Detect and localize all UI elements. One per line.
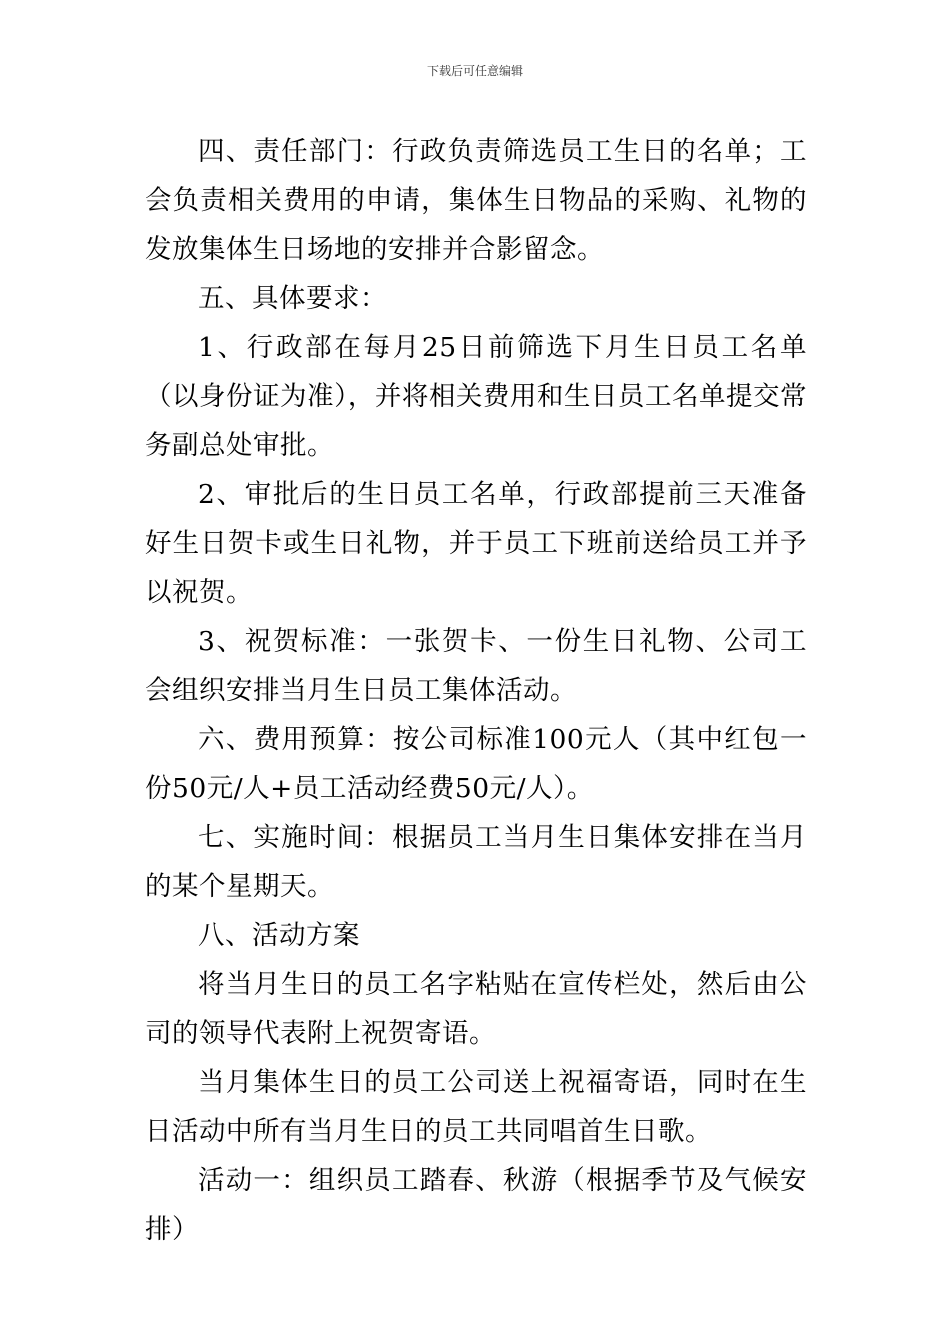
paragraph-activity-plan-heading: 八、活动方案 (198, 920, 360, 951)
paragraph-requirement-3: 3、祝贺标准：一张贺卡、一份生日礼物、公司工会组织安排当月生日员工集体活动。 (145, 626, 807, 706)
paragraph-activity-one: 活动一：组织员工踏春、秋游（根据季节及气候安排） (145, 1165, 807, 1245)
paragraph-schedule: 七、实施时间：根据员工当月生日集体安排在当月的某个星期天。 (145, 822, 807, 902)
paragraph-responsible-departments: 四、责任部门：行政负责筛选员工生日的名单；工会负责相关费用的申请，集体生日物品的采购、礼物的发放集体生日场地的安排并合影留念。 (145, 136, 807, 265)
paragraph-requirements-heading: 五、具体要求： (198, 283, 387, 314)
paragraph-birthday-song: 当月集体生日的员工公司送上祝福寄语，同时在生日活动中所有当月生日的员工共同唱首生日歌。 (145, 1067, 807, 1147)
paragraph-requirement-1: 1、行政部在每月25日前筛选下月生日员工名单（以身份证为准），并将相关费用和生日员工名单提交常务副总处审批。 (145, 332, 807, 461)
page-header: 下载后可任意编辑 (426, 64, 523, 78)
paragraph-bulletin-board: 将当月生日的员工名字粘贴在宣传栏处，然后由公司的领导代表附上祝贺寄语。 (145, 969, 807, 1049)
paragraph-requirement-2: 2、审批后的生日员工名单，行政部提前三天准备好生日贺卡或生日礼物，并于员工下班前送给员工并予以祝贺。 (145, 479, 807, 608)
document-body (145, 127, 807, 1254)
paragraph-budget: 六、费用预算：按公司标准100元人（其中红包一份50元/人+员工活动经费50元/人）。 (145, 724, 807, 804)
